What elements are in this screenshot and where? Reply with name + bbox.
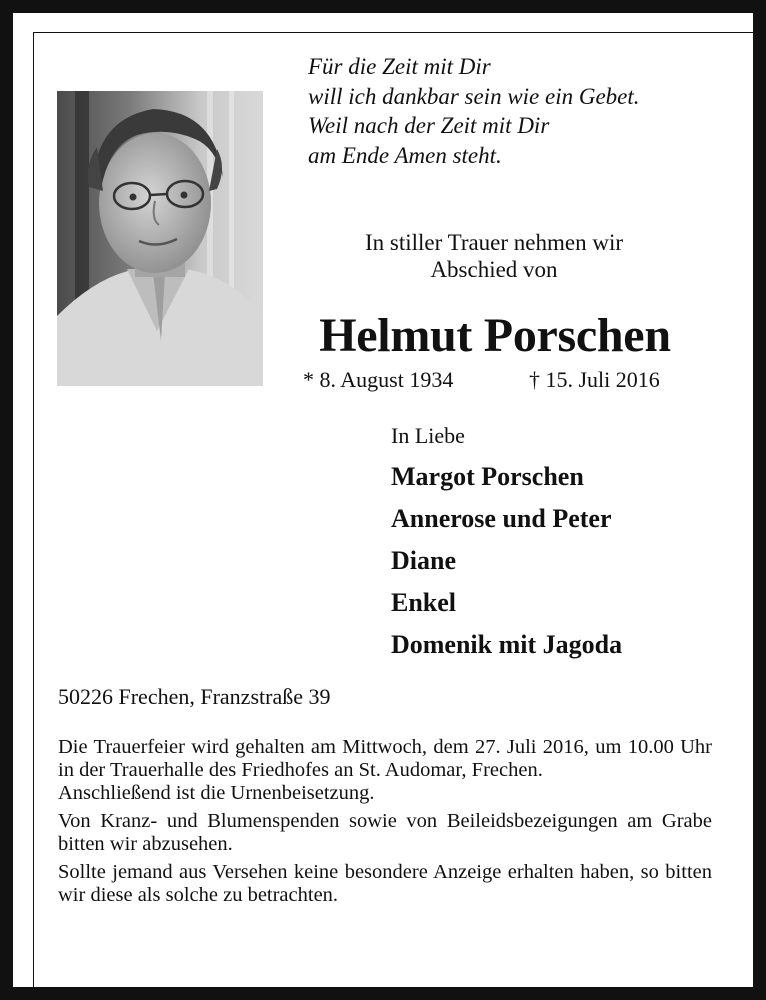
intro-line: In stiller Trauer nehmen wir [364, 230, 624, 255]
intro-line: Abschied von [430, 257, 558, 282]
mourner-name: Enkel [391, 588, 457, 617]
mourner-name: Margot Porschen [391, 462, 584, 491]
poem [308, 52, 640, 170]
urn-notice: Anschließend ist die Urnenbeisetzung. [58, 782, 375, 804]
flowers-notice: Von Kranz- und Blumenspenden sowie von Beileidsbezeigungen am Grabe bitten wir abzusehen. [58, 810, 712, 855]
poem-line: will ich dankbar sein wie ein Gebet. [308, 83, 640, 109]
ceremony-notice: Die Trauerfeier wird gehalten am Mittwoch, dem 27. Juli 2016, um 10.00 Uhr in der Trauerhalle des Friedhofes an St. Audomar, Frechen. [58, 736, 712, 781]
death-date: † 15. Juli 2016 [529, 367, 660, 392]
address: 50226 Frechen, Franzstraße 39 [58, 684, 331, 709]
announcement-notice: Sollte jemand aus Versehen keine besondere Anzeige erhalten haben, so bitten wir diese als solche zu betrachten. [58, 861, 712, 906]
birth-date: * 8. August 1934 [303, 367, 454, 392]
mourner-name: Diane [391, 546, 456, 575]
poem-line: Weil nach der Zeit mit Dir [308, 113, 550, 138]
mourner-name: Annerose und Peter [391, 504, 612, 533]
deceased-name: Helmut Porschen [319, 309, 671, 362]
in-love-label: In Liebe [391, 423, 465, 448]
portrait-photo [57, 91, 263, 386]
portrait-image [57, 91, 263, 386]
poem-line: Für die Zeit mit Dir [308, 54, 491, 79]
mourner-name: Domenik mit Jagoda [391, 630, 623, 659]
notice-text [58, 736, 712, 907]
intro-text [284, 229, 704, 283]
mourners-list [391, 458, 622, 668]
poem-line: am Ende Amen steht. [308, 142, 502, 168]
